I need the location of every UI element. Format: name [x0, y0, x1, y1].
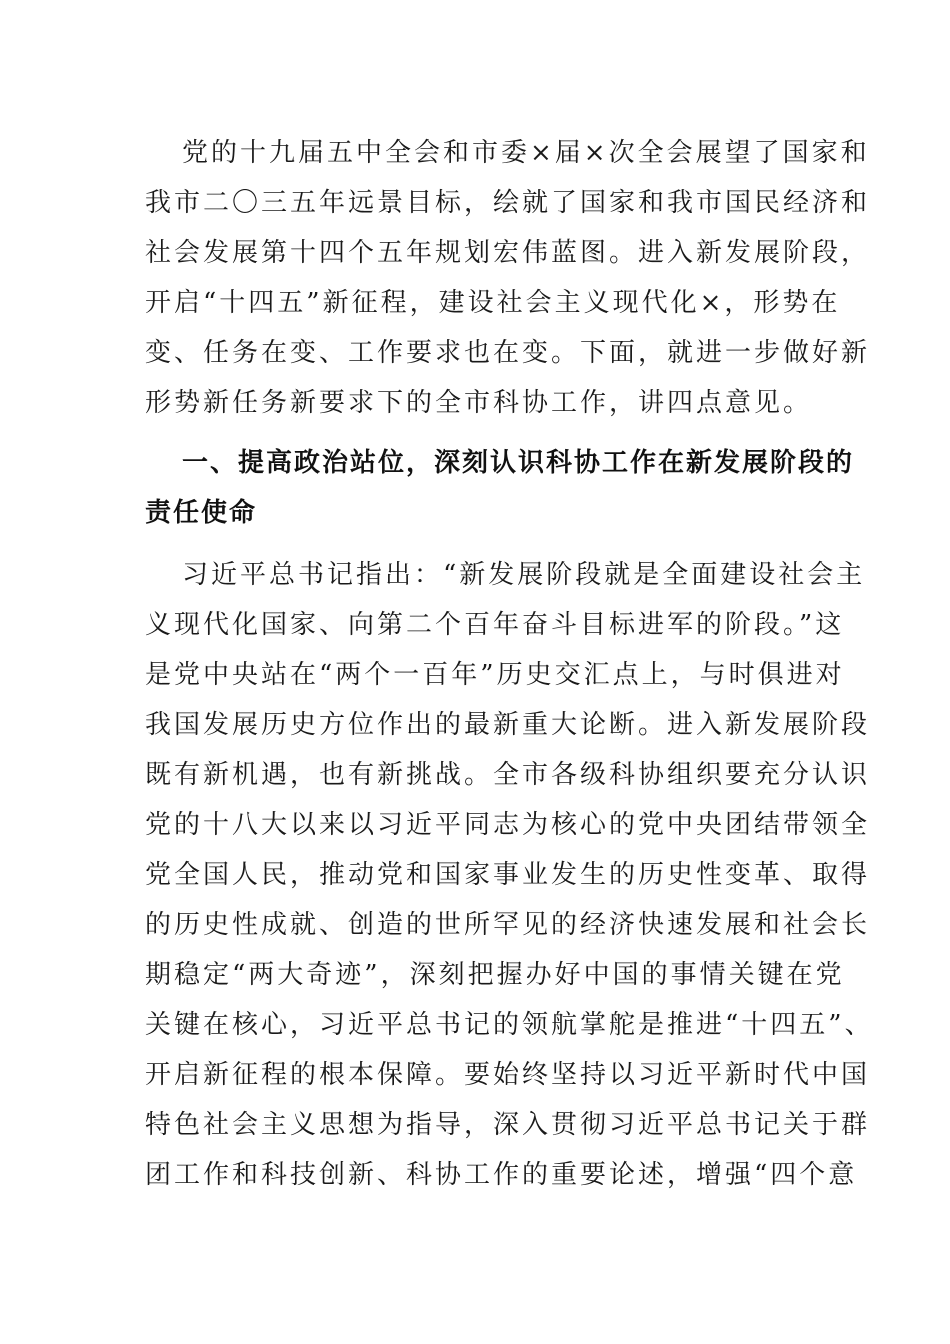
paragraph-1-line-5: 变、任务在变、工作要求也在变。下面，就进一步做好新 [145, 338, 871, 368]
paragraph-1-line-2: 我市二〇三五年远景目标，绘就了国家和我市国民经济和 [145, 188, 871, 218]
paragraph-1-line-1: 党的十九届五中全会和市委×届×次全会展望了国家和 [182, 138, 870, 168]
paragraph-2-line-11: 开启新征程的根本保障。要始终坚持以习近平新时代中国 [145, 1060, 871, 1090]
paragraph-2-line-5: 既有新机遇，也有新挑战。全市各级科协组织要充分认识 [145, 760, 871, 790]
paragraph-1-line-4: 开启“十四五”新征程，建设社会主义现代化×，形势在 [145, 288, 841, 318]
paragraph-2-line-2: 义现代化国家、向第二个百年奋斗目标进军的阶段。”这 [145, 610, 845, 640]
paragraph-2-line-7: 党全国人民，推动党和国家事业发生的历史性变革、取得 [145, 860, 871, 890]
paragraph-2-line-10: 关键在核心，习近平总书记的领航掌舵是推进“十四五”、 [145, 1010, 874, 1040]
paragraph-2-line-4: 我国发展历史方位作出的最新重大论断。进入新发展阶段 [145, 710, 871, 740]
paragraph-2-line-3: 是党中央站在“两个一百年”历史交汇点上，与时俱进对 [145, 660, 845, 690]
paragraph-2-line-1: 习近平总书记指出：“新发展阶段就是全面建设社会主 [182, 560, 866, 590]
paragraph-2-line-8: 的历史性成就、创造的世所罕见的经济快速发展和社会长 [145, 910, 871, 940]
paragraph-2-line-13: 团工作和科技创新、科协工作的重要论述，增强“四个意 [145, 1160, 858, 1190]
section-heading-line-2: 责任使命 [145, 498, 258, 528]
section-heading-line-1: 一、提高政治站位，深刻认识科协工作在新发展阶段的 [182, 448, 855, 478]
paragraph-2-line-12: 特色社会主义思想为指导，深入贯彻习近平总书记关于群 [145, 1110, 871, 1140]
paragraph-1-line-6: 形势新任务新要求下的全市科协工作，讲四点意见。 [145, 388, 813, 418]
paragraph-2-line-6: 党的十八大以来以习近平同志为核心的党中央团结带领全 [145, 810, 871, 840]
paragraph-1-line-3: 社会发展第十四个五年规划宏伟蓝图。进入新发展阶段， [145, 238, 871, 268]
paragraph-2-line-9: 期稳定“两大奇迹”，深刻把握办好中国的事情关键在党 [145, 960, 845, 990]
